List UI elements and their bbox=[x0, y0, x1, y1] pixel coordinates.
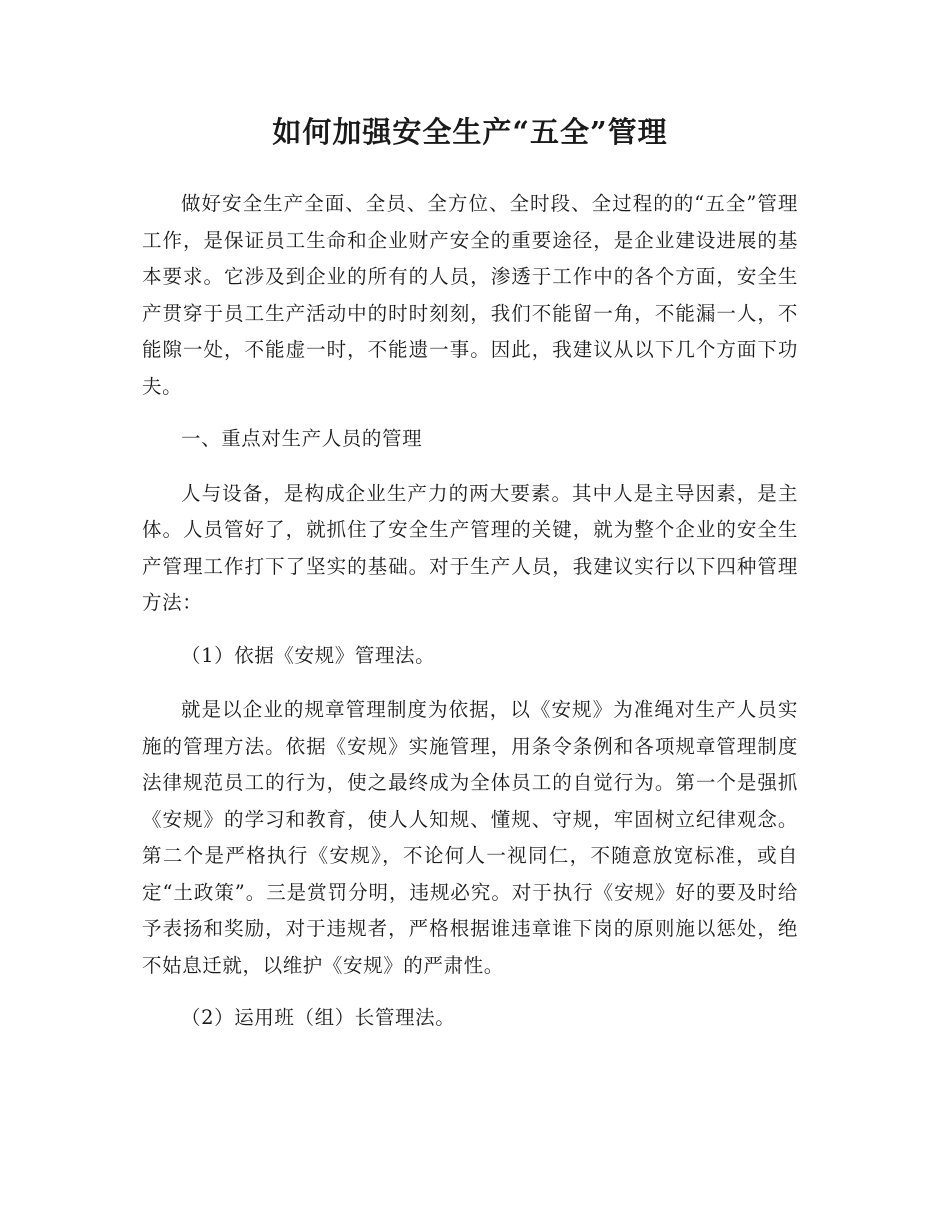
section-1-paragraph: 人与设备，是构成企业生产力的两大要素。其中人是主导因素，是主体。人员管好了，就抓住了安全生产管理的关键，就为整个企业的安全生产管理工作打下了坚实的基础。对于生产人员，我建议实行以下四种管理方法： bbox=[142, 481, 798, 614]
method-1-paragraph: 就是以企业的规章管理制度为依据，以《安规》为准绳对生产人员实施的管理方法。依据《安规》实施管理，用条令条例和各项规章管理制度法律规范员工的行为，使之最终成为全体员工的自觉行为。第一个是强抓《安规》的学习和教育，使人人知规、懂规、守规，牢固树立纪律观念。第二个是严格执行《安规》，不论何人一视同仁，不随意放宽标准，或自定“土政策”。三是赏罚分明，违规必究。对于执行《安规》好的要及时给予表扬和奖励，对于违规者，严格根据谁违章谁下岗的原则施以惩处，绝不姑息迁就，以维护《安规》的严肃性。 bbox=[142, 698, 798, 977]
section-1-heading: 一、重点对生产人员的管理 bbox=[181, 427, 423, 450]
document-title: 如何加强安全生产“五全”管理 bbox=[272, 115, 668, 149]
document-page bbox=[142, 108, 798, 1055]
method-2-heading: （2）运用班（组）长管理法。 bbox=[181, 1006, 456, 1029]
method-1-heading: （1）依据《安规》管理法。 bbox=[181, 643, 436, 667]
intro-paragraph: 做好安全生产全面、全员、全方位、全时段、全过程的的“五全”管理工作，是保证员工生命和企业财产安全的重要途径，是企业建设进展的基本要求。它涉及到企业的所有的人员，渗透于工作中的各个方面，安全生产贯穿于员工生产活动中的时时刻刻，我们不能留一角，不能漏一人，不能隙一处，不能虚一时，不能遗一事。因此，我建议从以下几个方面下功夫。 bbox=[142, 192, 798, 398]
